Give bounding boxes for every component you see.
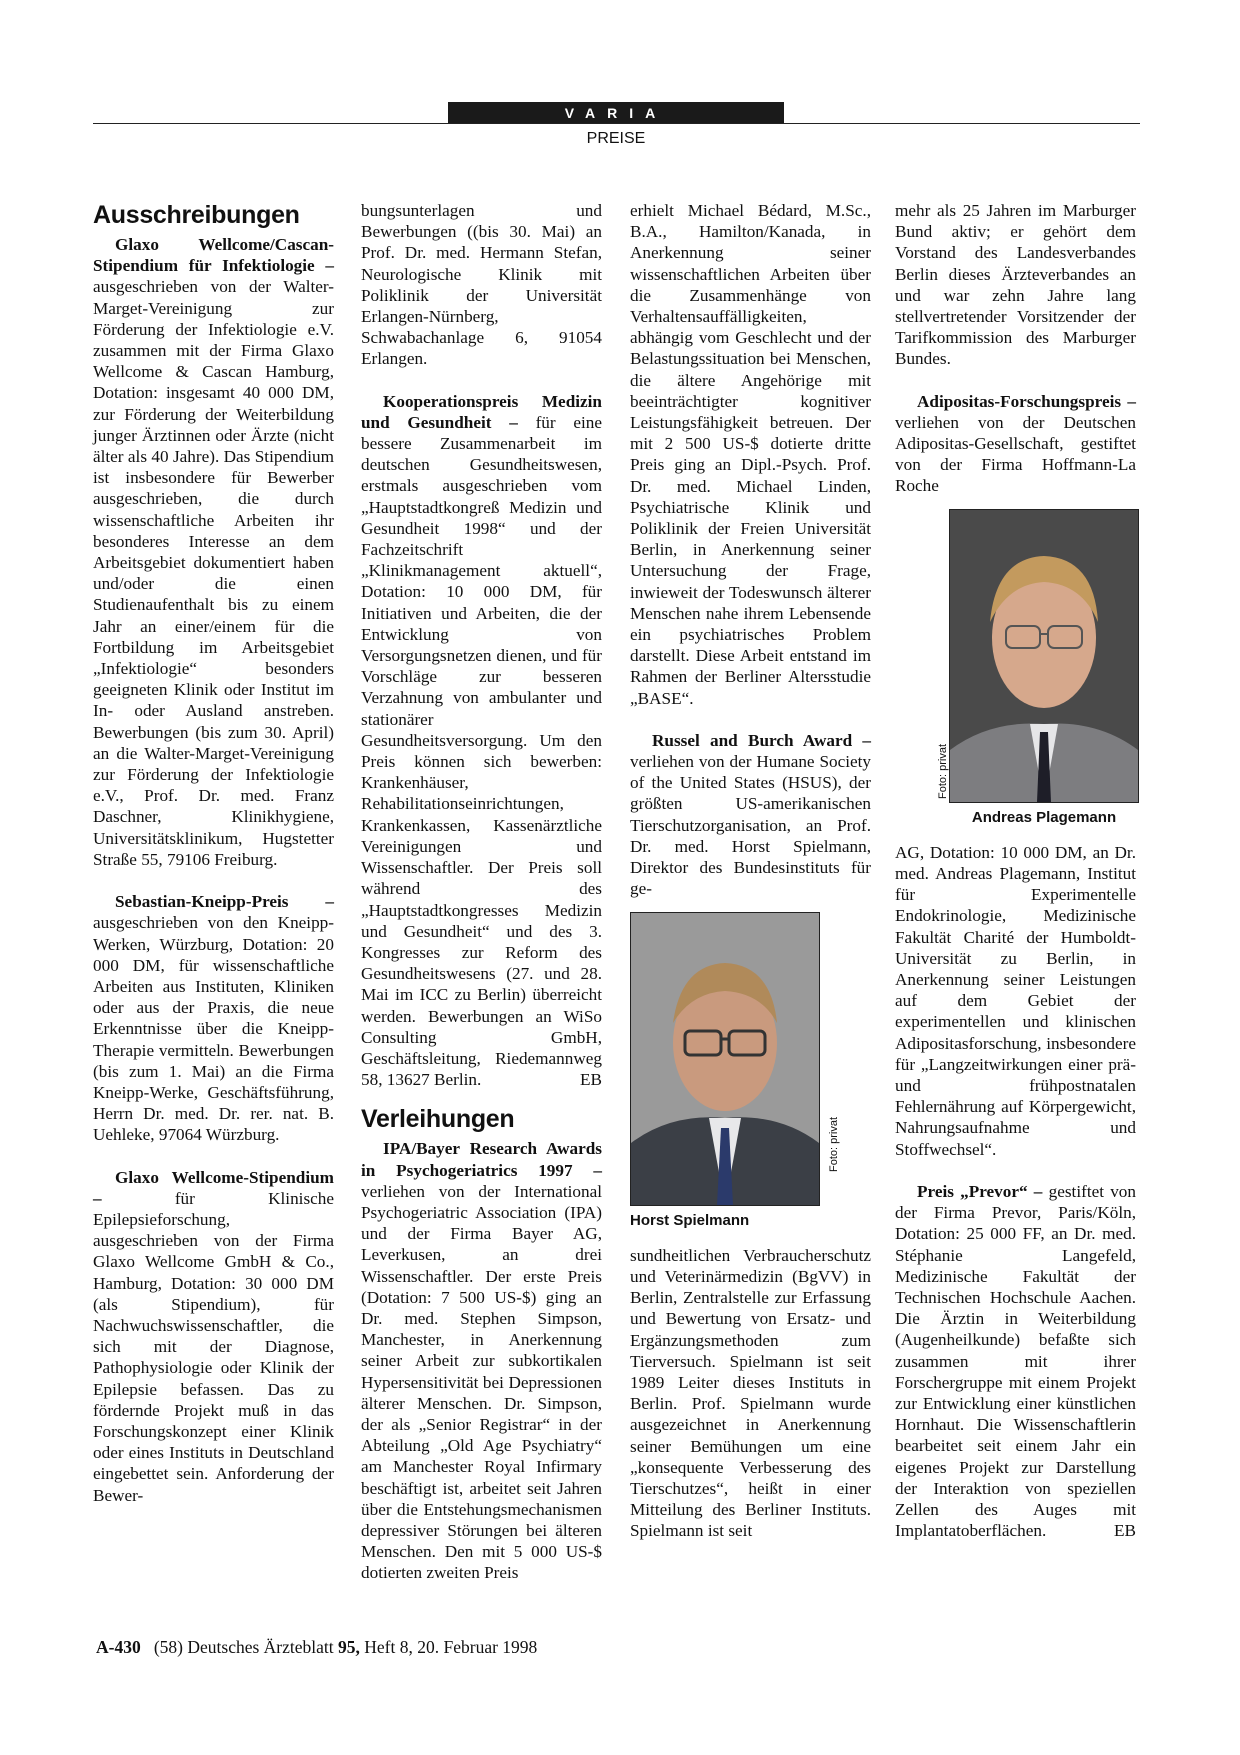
section-title-verleihungen: Verleihungen [361, 1105, 515, 1134]
page-number: A-430 [96, 1637, 141, 1657]
issue-prefix: (58) Deutsches Ärzteblatt [153, 1637, 339, 1657]
article-heading: Kooperationspreis Medizin und Gesundheit – [361, 391, 602, 432]
column-2 [361, 200, 602, 1584]
issue-suffix: Heft 8, 20. Februar 1998 [359, 1637, 538, 1657]
section-subtitle: PREISE [586, 130, 646, 147]
article-kooperationspreis [361, 391, 602, 1091]
portrait-image [630, 912, 820, 1206]
column-1 [93, 200, 334, 1506]
article-body: verliehen von der International Psychogeriatric Association (IPA) und der Firma Bayer AG, Leverkusen, an drei Wissenschaftler. Der erste Preis (Dotation: 7 500 US-$) ging an Dr. med. Stephen Simpson, Manchester, in Anerkennung seiner Arbeit zur subkortikalen Hypersensitivität bei Depressionen älterer Menschen. Dr. Simpson, der als „Senior Registrar“ in der Abteilung „Old Age Psychiatry“ am Manchester Royal Infirmary beschäftigt ist, arbeitet seit Jahren über die Entstehungsmechanismen depressiver Störungen bei älteren Menschen. Den mit 5 000 US-$ dotierten zweiten Preis [361, 1181, 602, 1583]
article-heading: Glaxo Wellcome-Stipendium – [93, 1167, 334, 1208]
article-body: verliehen von der Humane Society of the United States (HSUS), der größten US-amerikanischen Tierschutzorganisation, an Prof. Dr. med. Horst Spielmann, Direktor des Bundesinstituts für ge- [630, 752, 871, 899]
article-continuation: erhielt Michael Bédard, M.Sc., B.A., Hamilton/Kanada, in Anerkennung seiner wissenschaftlichen Arbeiten über die Zusammenhänge von Verhaltensauffälligkeiten, abhängig vom Geschlecht und der Belastungssituation bei Menschen, die ältere Angehörige mit beeinträchtigter kognitiver Leistungsfähigkeit betreuen. Der mit 2 500 US-$ dotierte dritte Preis ging an Dipl.-Psych. Prof. Dr. med. Michael Linden, Psychiatrische Klinik und Poliklinik der Freien Universität Berlin, in Anerkennung seiner Untersuchung der Frage, inwieweit der Todeswunsch älterer Menschen nahe ihrem Lebensende ein psychiatrisches Problem darstellt. Diese Arbeit entstand im Rahmen der Berliner Altersstudie „BASE“. [630, 201, 871, 708]
article-body: ausgeschrieben von den Kneipp-Werken, Würzburg, Dotation: 20 000 DM, für wissenschaftliche Arbeiten aus Instituten, Kliniken oder aus der Praxis, die neue Erkenntnisse über die Kneipp-Therapie vermitteln. Bewerbungen (bis zum 1. Mai) an die Firma Kneipp-Werke, Geschäftsführung, Herrn Dr. med. Dr. rer. nat. B. Uehleke, 97064 Würzburg. [93, 913, 334, 1145]
portrait-image [949, 509, 1139, 803]
article-russel-burch [630, 730, 871, 900]
photo-credit: Foto: privat [828, 1116, 840, 1172]
article-heading: Glaxo Wellcome/Cascan-Stipendium für Infektiologie – [93, 235, 334, 276]
article-kneipp [93, 891, 334, 1145]
photo-caption: Horst Spielmann [630, 1211, 750, 1229]
article-glaxo-cascan [93, 234, 334, 870]
article-body: gestiftet von der Firma Prevor, Paris/Köln, Dotation: 25 000 FF, an Dr. med. Stéphanie Langefeld, Medizinische Fakultät der Technischen Hochschule Aachen. Die Ärztin in Weiterbildung (Augenheilkunde) befaßte sich zusammen mit ihrer Forschergruppe mit einem Projekt zur Entwicklung einer künstlichen Hornhaut. Die Wissenschaftlerin bearbeitet seit einem Jahr ein eigenes Projekt zur Darstellung der Interaktion von speziellen Zellen des Auges mit Implantatoberflächen. [895, 1181, 1136, 1541]
column-4 [895, 200, 1136, 1541]
volume-number: 95, [338, 1637, 360, 1657]
article-adipositas [895, 391, 1136, 497]
article-continuation: bungsunterlagen und Bewerbungen ((bis 30. Mai) an Prof. Dr. med. Hermann Stefan, Neurologische Klinik mit Poliklinik der Universität Erlangen-Nürnberg, Schwabachanlage 6, 91054 Erlangen. [361, 201, 602, 369]
section-title-ausschreibungen: Ausschreibungen [93, 201, 300, 229]
photo-caption: Andreas Plagemann [971, 808, 1117, 826]
article-body: für Klinische Epilepsieforschung, ausgeschrieben von der Firma Glaxo Wellcome GmbH & Co., Hamburg, Dotation: 30 000 DM (als Stipendium), für Nachwuchswissenschaftler, die sich mit der Diagnose, Pathophysiologie oder Klinik der Epilepsie befassen. Das zu fördernde Projekt muß in das Forschungskonzept einer Klinik oder eines Instituts in Deutschland eingebettet sein. Anforderung der Bewer- [93, 1188, 334, 1505]
article-prevor [895, 1181, 1136, 1541]
article-heading: IPA/Bayer Research Awards in Psychogeriatrics 1997 – [361, 1139, 602, 1180]
page-footer [96, 1637, 537, 1658]
article-ipa-bayer [361, 1138, 602, 1583]
section-header-bar: VARIA [448, 102, 784, 124]
header-rule [93, 123, 1140, 124]
portrait-illustration [631, 913, 819, 1205]
article-continuation: mehr als 25 Jahren im Marburger Bund aktiv; er gehört dem Vorstand des Landesverbandes Berlin dieses Ärzteverbandes an und war zehn Jahre lang stellvertretender Vorsitzender der Tarifkommission des Marburger Bundes. [895, 201, 1136, 369]
column-3 [630, 200, 871, 1542]
article-continuation: sundheitlichen Verbraucherschutz und Veterinärmedizin (BgVV) in Berlin, Zentralstelle zur Erfassung und Bewertung von Ersatz- und Ergänzungsmethoden zum Tierversuch. Spielmann ist seit 1989 Leiter dieses Instituts in Berlin. Prof. Spielmann wurde ausgezeichnet in Anerkennung seiner Bemühungen um eine „konsequente Verbesserung des Tierschutzes“, heißt in einer Mitteilung des Berliner Instituts. Spielmann ist seit [630, 1245, 871, 1541]
article-body: ausgeschrieben von der Walter-Marget-Vereinigung zur Förderung der Infektiologie e.V. zusammen mit der Firma Glaxo Wellcome & Cascan Hamburg, Dotation: insgesamt 40 000 DM, zur Förderung der Weiterbildung junger Ärztinnen oder Ärzte (nicht älter als 40 Jahre). Das Stipendium ist insbesondere für Bewerber ausgeschrieben, die durch wissenschaftliche Arbeiten ihr besonderes Interesse an dem Arbeitsgebiet dokumentiert haben und/oder die einen Studienaufenthalt bis zu einem Jahr an einer/einem für die Fortbildung im Arbeitsgebiet „Infektiologie“ besonders geeigneten Klinik oder Institut im In- oder Ausland anstreben. Bewerbungen (bis zum 30. April) an die Walter-Marget-Vereinigung zur Förderung der Infektiologie e.V., Prof. Dr. med. Franz Daschner, Klinikhygiene, Universitätsklinikum, Hugstetter Straße 55, 79106 Freiburg. [93, 277, 334, 869]
photo-plagemann [937, 509, 1139, 828]
photo-spielmann [630, 912, 840, 1231]
article-continuation: AG, Dotation: 10 000 DM, an Dr. med. Andreas Plagemann, Institut für Experimentelle Endokrinologie, Medizinische Fakultät Charité der Humboldt-Universität zu Berlin, in Anerkennung seiner Leistungen auf dem Gebiet der experimentellen und klinischen Adipositasforschung, insbesondere für „Langzeitwirkungen einer prä- und frühpostnatalen Fehlernährung auf Körpergewicht, Nahrungsaufnahme und Stoffwechsel“. [895, 842, 1136, 1159]
author-signature: EB [580, 1070, 602, 1090]
author-signature: EB [1114, 1521, 1136, 1541]
article-heading: Adipositas-Forschungspreis – [917, 391, 1136, 411]
portrait-illustration [950, 510, 1138, 802]
article-heading: Russel and Burch Award – [652, 730, 871, 750]
article-heading: Sebastian-Kneipp-Preis – [115, 892, 334, 912]
article-body: für eine bessere Zusammenarbeit im deutschen Gesundheitswesen, erstmals ausgeschrieben vom „Hauptstadtkongreß Medizin und Gesundheit 1998“ und der Fachzeitschrift „Klinikmanagement aktuell“, Dotation: 10 000 DM, für Initiativen und Arbeiten, die der Entwicklung von Versorgungsnetzen dienen, und für Vorschläge zur besseren Verzahnung von ambulanter und stationärer Gesundheitsversorgung. Um den Preis können sich bewerben: Krankenhäuser, Rehabilitationseinrichtungen, Krankenkassen, Kassenärztliche Vereinigungen und Wissenschaftler. Der Preis soll während des „Hauptstadtkongresses Medizin und Gesundheit“ und des 3. Kongresses zur Reform des Gesundheitswesens (27. und 28. Mai im ICC zu Berlin) überreicht werden. Bewerbungen an WiSo Consulting GmbH, Geschäftsleitung, Riedemannweg 58, 13627 Berlin. [361, 412, 602, 1090]
article-heading: Preis „Prevor“ – [917, 1181, 1043, 1201]
article-glaxo-stipendium [93, 1167, 334, 1506]
article-body: verliehen von der Deutschen Adipositas-Gesellschaft, gestiftet von der Firma Hoffmann-La Roche [895, 412, 1136, 496]
photo-credit: Foto: privat [937, 743, 949, 799]
